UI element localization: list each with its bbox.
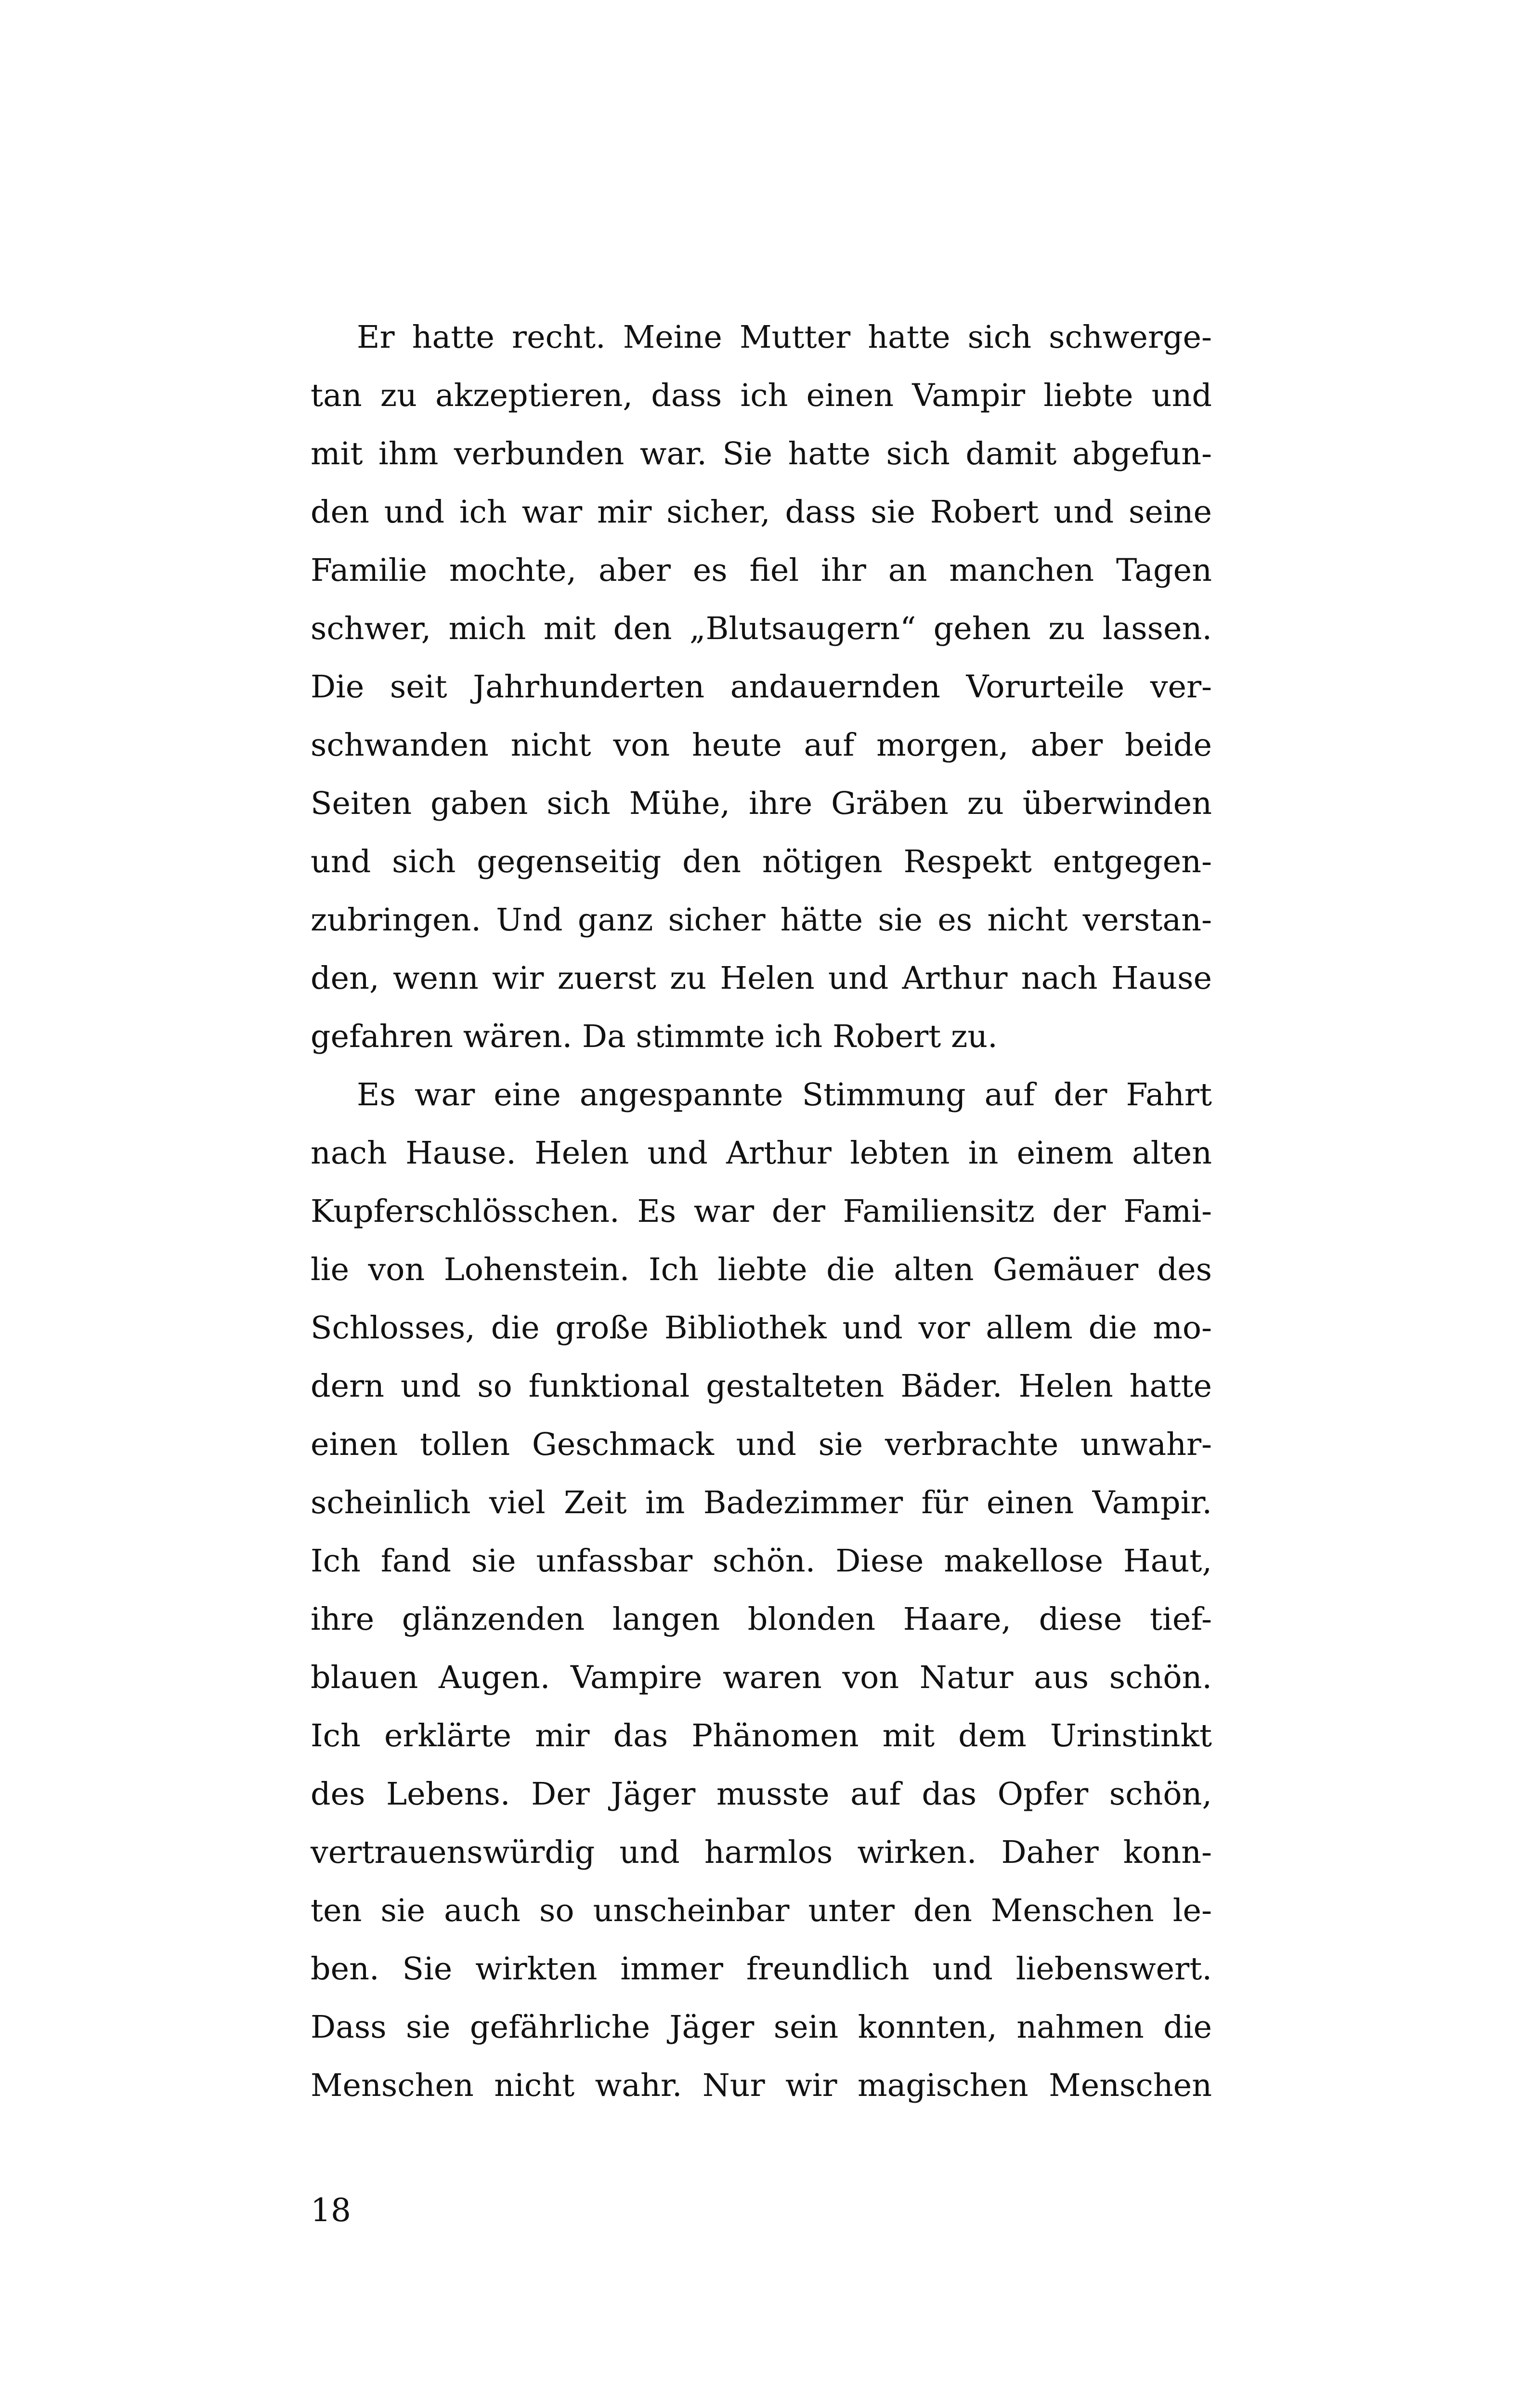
text-line: einen tollen Geschmack und sie verbrachte unwahr- bbox=[311, 1426, 1212, 1463]
text-line: Die seit Jahrhunderten andauernden Vorurteile ver- bbox=[311, 669, 1212, 705]
text-line: ten sie auch so unscheinbar unter den Menschen le- bbox=[311, 1893, 1212, 1929]
text-line: nach Hause. Helen und Arthur lebten in einem alten bbox=[311, 1135, 1212, 1171]
text-line: und sich gegenseitig den nötigen Respekt entgegen- bbox=[311, 844, 1212, 880]
text-line: Kupferschlösschen. Es war der Familiensitz der Fami- bbox=[311, 1193, 1212, 1230]
text-line: Menschen nicht wahr. Nur wir magischen Menschen bbox=[311, 2068, 1212, 2104]
text-line: tan zu akzeptieren, dass ich einen Vampir liebte und bbox=[311, 378, 1212, 414]
text-line: vertrauenswürdig und harmlos wirken. Daher konn- bbox=[311, 1834, 1212, 1871]
text-line: gefahren wären. Da stimmte ich Robert zu. bbox=[311, 1019, 998, 1055]
text-line: scheinlich viel Zeit im Badezimmer für einen Vampir. bbox=[311, 1485, 1212, 1521]
paragraph-1 bbox=[311, 308, 1212, 1066]
text-line: Familie mochte, aber es fiel ihr an manchen Tagen bbox=[311, 552, 1212, 589]
text-line: blauen Augen. Vampire waren von Natur aus schön. bbox=[311, 1660, 1212, 1696]
text-line: den, wenn wir zuerst zu Helen und Arthur nach Hause bbox=[311, 960, 1212, 996]
text-line: Schlosses, die große Bibliothek und vor allem die mo- bbox=[311, 1310, 1212, 1346]
text-line: Ich fand sie unfassbar schön. Diese makellose Haut, bbox=[311, 1543, 1212, 1579]
text-line: des Lebens. Der Jäger musste auf das Opfer schön, bbox=[311, 1776, 1212, 1812]
text-line: schwer, mich mit den „Blutsaugern“ gehen zu lassen. bbox=[311, 611, 1212, 647]
text-line: dern und so funktional gestalteten Bäder. Helen hatte bbox=[311, 1368, 1212, 1404]
text-line: Er hatte recht. Meine Mutter hatte sich schwerge- bbox=[357, 319, 1212, 355]
text-line: Es war eine angespannte Stimmung auf der Fahrt bbox=[357, 1077, 1212, 1113]
text-line: Dass sie gefährliche Jäger sein konnten, nahmen die bbox=[311, 2009, 1212, 2045]
text-line: Ich erklärte mir das Phänomen mit dem Urinstinkt bbox=[311, 1718, 1212, 1754]
paragraph-2 bbox=[311, 1066, 1212, 2115]
text-line: den und ich war mir sicher, dass sie Robert und seine bbox=[311, 494, 1212, 530]
text-line: schwanden nicht von heute auf morgen, aber beide bbox=[311, 727, 1212, 763]
text-line: lie von Lohenstein. Ich liebte die alten Gemäuer des bbox=[311, 1252, 1212, 1288]
text-line: Seiten gaben sich Mühe, ihre Gräben zu überwinden bbox=[311, 785, 1212, 822]
text-line: mit ihm verbunden war. Sie hatte sich damit abgefun- bbox=[311, 436, 1212, 472]
page-number: 18 bbox=[311, 2192, 351, 2229]
text-line: ben. Sie wirkten immer freundlich und liebenswert. bbox=[311, 1951, 1212, 1987]
text-line: ihre glänzenden langen blonden Haare, diese tief- bbox=[311, 1601, 1212, 1637]
body-text bbox=[311, 308, 1212, 2115]
text-line: zubringen. Und ganz sicher hätte sie es nicht verstan- bbox=[311, 902, 1212, 938]
